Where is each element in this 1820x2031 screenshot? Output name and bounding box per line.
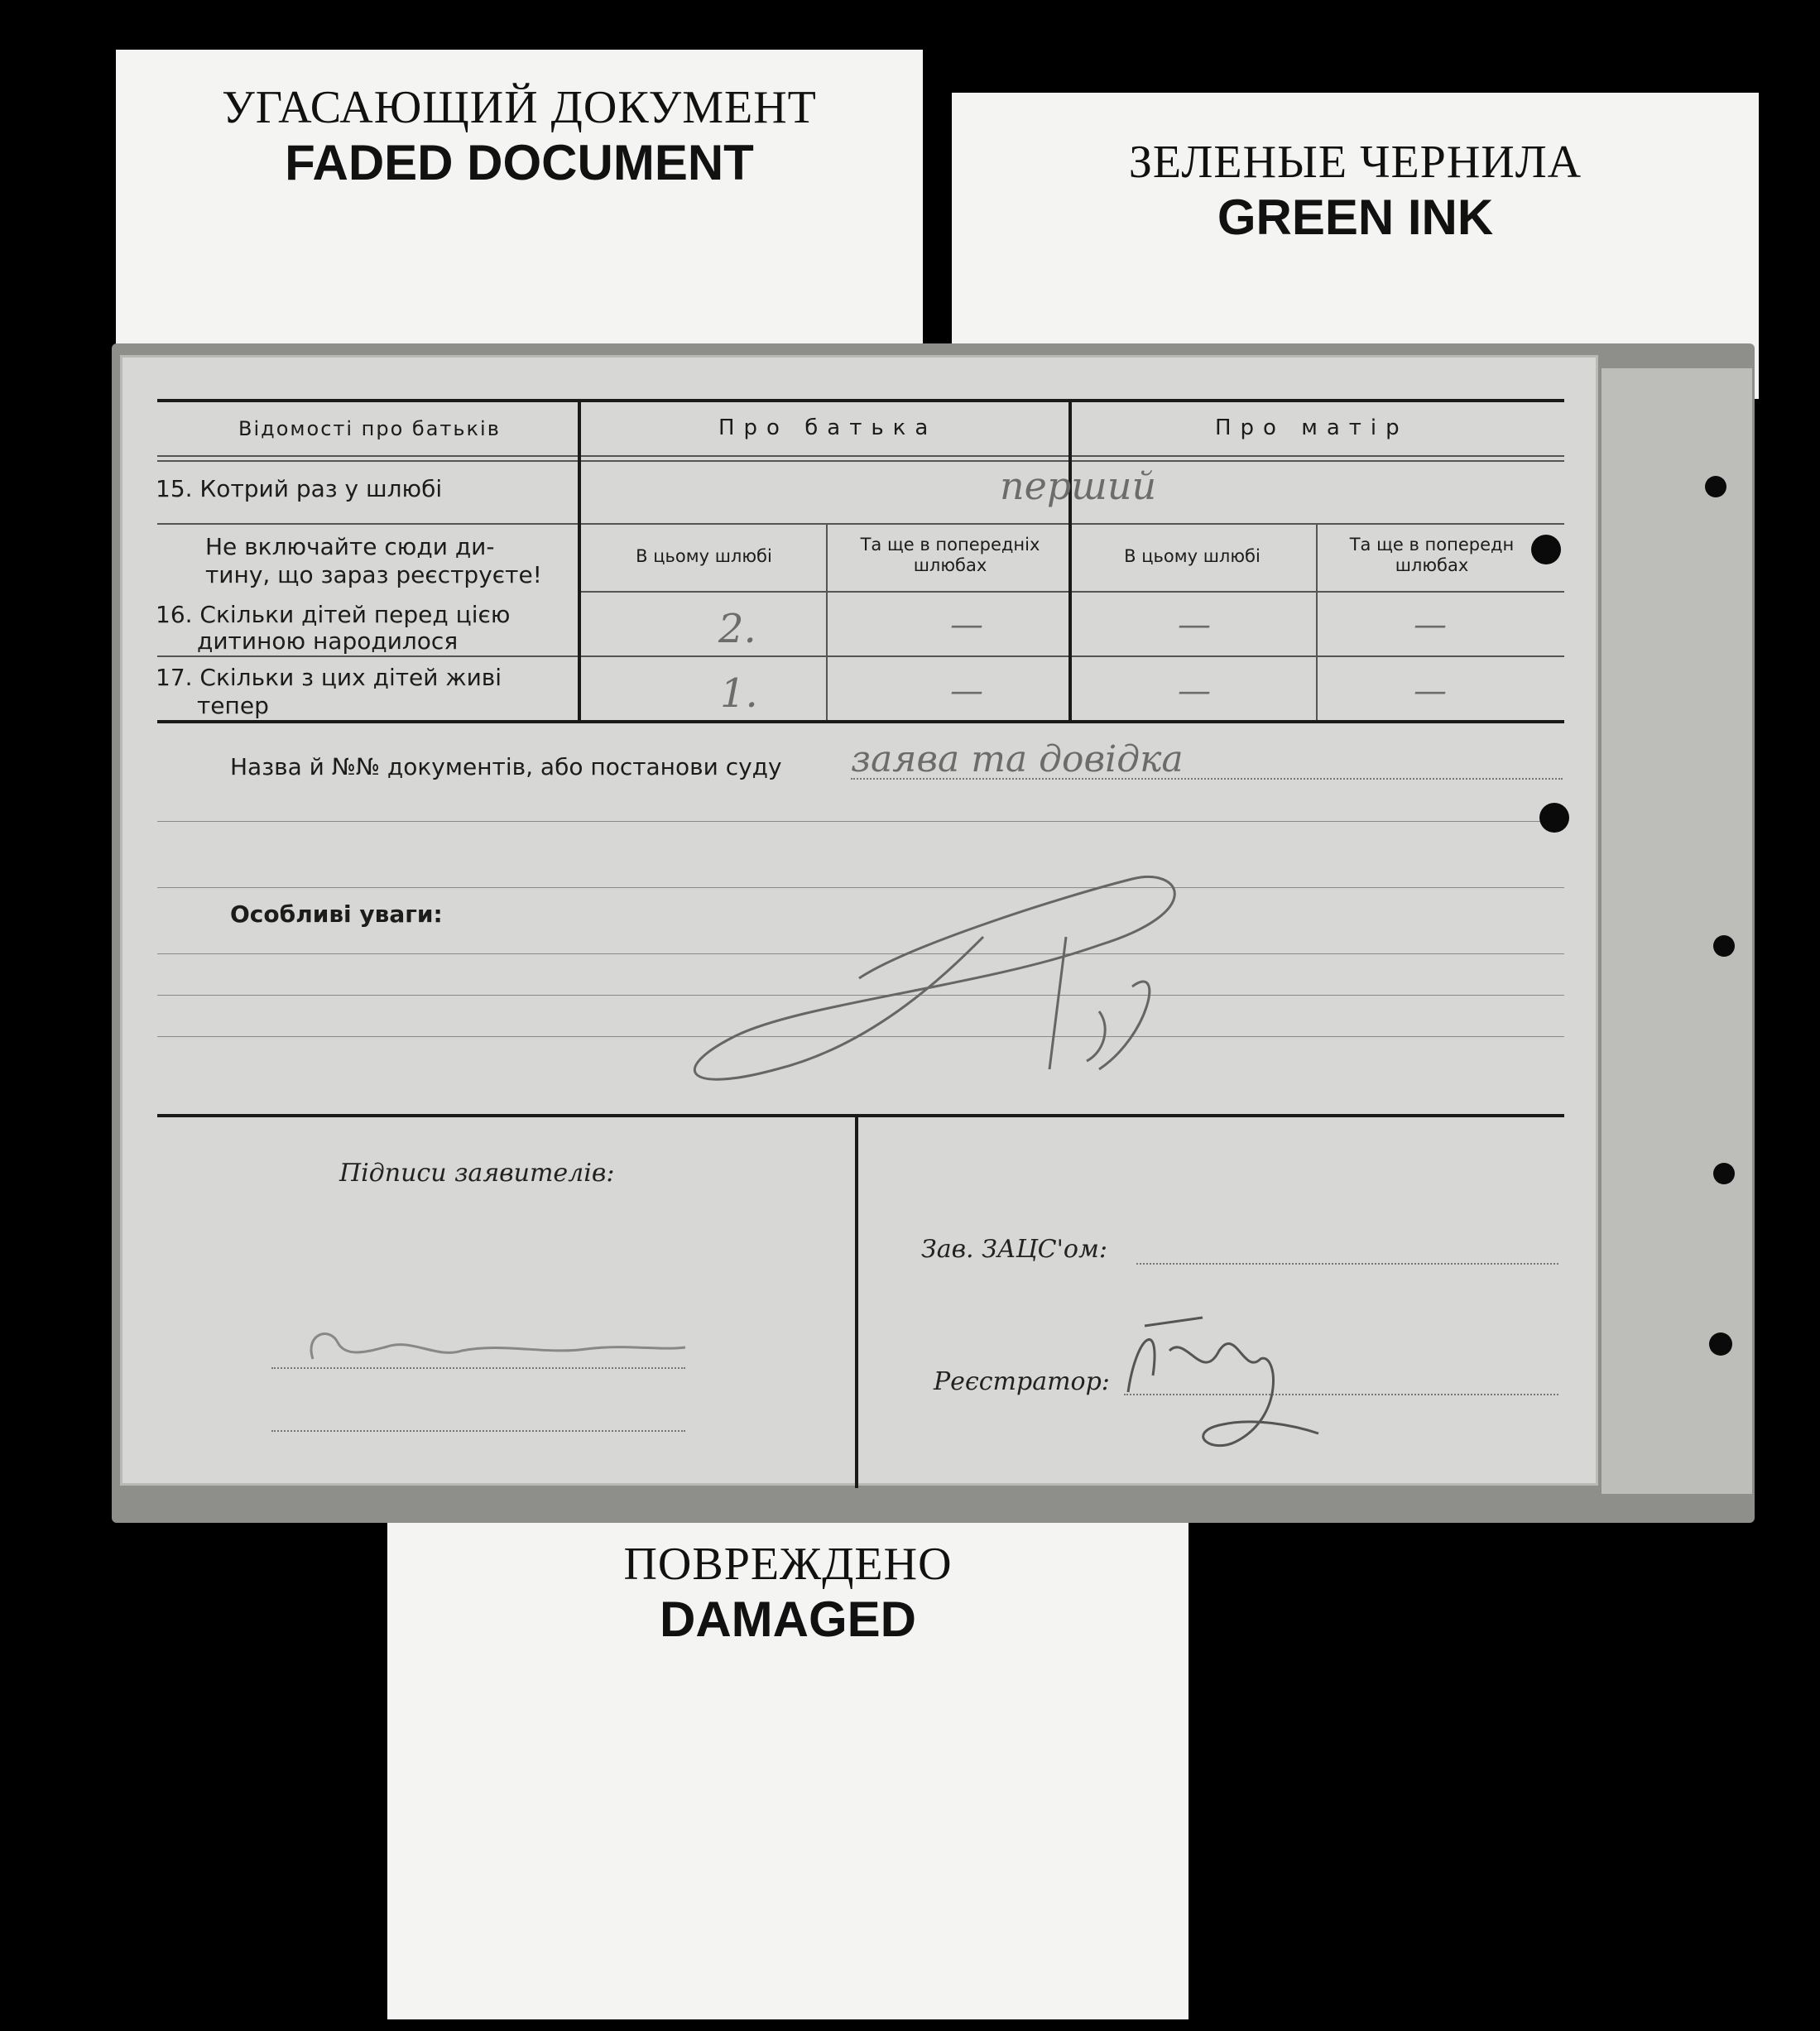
note-line-2: тину, що зараз реєструєте!: [205, 561, 542, 588]
margin-hole-3: [1713, 1163, 1735, 1184]
margin-hole-2: [1713, 935, 1735, 957]
header-rule-double: [157, 460, 1564, 462]
applicant-signature-line-2: [271, 1430, 685, 1432]
father-previous-marriages: Та ще в попередніх шлюбах: [860, 535, 1040, 575]
row16-line-2: дитиною народилося: [197, 627, 459, 655]
row16-mother-current: —: [1178, 606, 1211, 644]
signature-section-rule: [157, 1114, 1564, 1117]
registrar-signature-graphic: [1112, 1301, 1376, 1467]
damaged-card-russian: ПОВРЕЖДЕНО: [623, 1539, 953, 1590]
row16-line-1: 16. Скільки дітей перед цією: [156, 601, 511, 628]
green-card-russian: ЗЕЛЕНЫЕ ЧЕРНИЛА: [1128, 137, 1582, 188]
header-parents-info: Відомості про батьків: [238, 417, 501, 440]
signature-flourish-graphic: [636, 821, 1215, 1094]
zags-head-signature-line: [1136, 1263, 1558, 1265]
documents-handwritten-value: заява та довідка: [851, 738, 1184, 780]
row17-mother-current: —: [1178, 672, 1211, 710]
header-mother: Про матір: [1215, 415, 1409, 440]
torn-margin-strip: [1602, 368, 1752, 1494]
margin-hole-1: [1705, 476, 1726, 497]
row16-mother-previous: —: [1414, 606, 1447, 644]
green-card-english: GREEN INK: [1217, 190, 1494, 245]
punch-hole-middle: [1539, 803, 1569, 833]
margin-hole-4: [1709, 1332, 1732, 1356]
col-divider-1: [578, 401, 581, 720]
row17-mother-previous: —: [1414, 672, 1447, 710]
table-bottom-rule: [157, 720, 1564, 723]
damaged-card-english: DAMAGED: [660, 1592, 916, 1647]
subcol-divider-father: [826, 525, 828, 720]
row16-rule: [157, 655, 1564, 657]
header-rule: [157, 455, 1564, 457]
row16-father-current: 2.: [718, 606, 756, 652]
header-father: Про батька: [718, 415, 938, 440]
mother-previous-marriages: Та ще в попередн шлюбах: [1349, 535, 1515, 575]
applicant-signature-graphic: [296, 1318, 694, 1376]
faded-card-russian: УГАСАЮЩИЙ ДОКУМЕНТ: [222, 82, 817, 133]
zags-head-label: Зав. ЗАЦС'ом:: [921, 1235, 1107, 1264]
col-divider-2: [1068, 401, 1072, 720]
subcol-divider-mother: [1316, 525, 1318, 720]
row15-rule: [157, 523, 1564, 525]
note-line-1: Не включайте сюди ди-: [205, 533, 495, 560]
row17-line-1: 17. Скільки з цих дітей живі: [156, 664, 502, 691]
row16-father-previous: —: [950, 606, 983, 644]
applicants-signatures-label: Підписи заявителів:: [339, 1159, 615, 1188]
row17-father-previous: —: [950, 672, 983, 710]
row15-handwritten-value: перший: [1000, 463, 1157, 508]
signature-section-divider: [855, 1116, 858, 1488]
damaged-card: [387, 1498, 1189, 2019]
row15-label: 15. Котрий раз у шлюбі: [156, 475, 443, 502]
documents-label: Назва й №№ документів, або постанови суду: [230, 753, 782, 780]
mother-current-marriage: В цьому шлюбі: [1124, 546, 1261, 566]
row17-father-current: 1.: [720, 670, 758, 717]
special-remarks-label: Особливі уваги:: [230, 900, 443, 928]
table-top-rule: [157, 399, 1564, 402]
father-current-marriage: В цьому шлюбі: [636, 546, 772, 566]
punch-hole-top: [1531, 535, 1561, 564]
row17-line-2: тепер: [197, 692, 269, 719]
registration-form-page: [122, 358, 1596, 1483]
registrar-label: Реєстратор:: [934, 1367, 1110, 1396]
faded-card-english: FADED DOCUMENT: [285, 135, 754, 190]
